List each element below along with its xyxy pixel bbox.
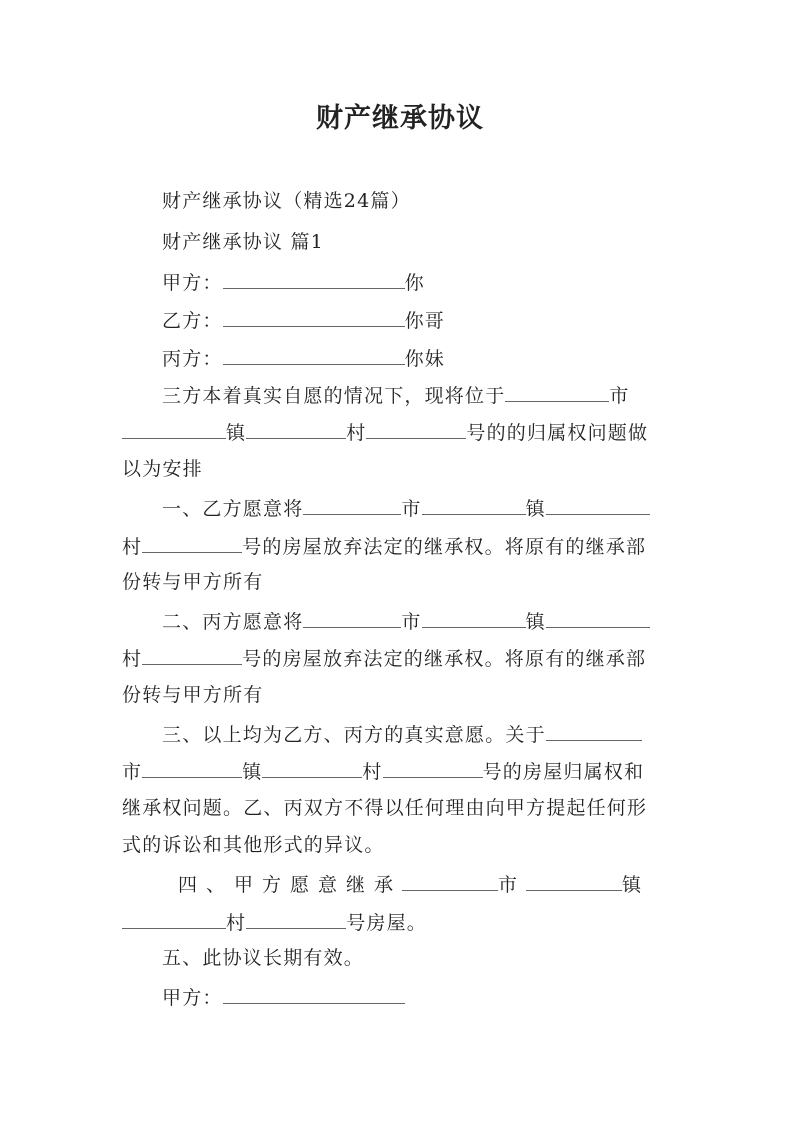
party-label: 丙方： [162, 348, 223, 370]
blank-line [223, 344, 405, 365]
section-heading: 财产继承协议 篇1 [162, 231, 324, 253]
clause-text: 三、以上均为乙方、丙方的真实意愿。关于 [162, 724, 546, 746]
city-label: 市 [401, 498, 422, 520]
blank-line [246, 418, 346, 439]
town-label: 镇 [226, 422, 247, 444]
clause-text: 一、乙方愿意将 [162, 498, 304, 520]
blank-line [546, 494, 650, 515]
party-name: 你哥 [404, 310, 446, 332]
blank-line [246, 908, 346, 929]
blank-line [122, 908, 226, 929]
signature-line [162, 983, 722, 1011]
town-label: 镇 [242, 761, 263, 783]
blank-line [366, 418, 466, 439]
party-name: 你 [404, 272, 425, 294]
blank-line [402, 870, 498, 891]
blank-line [526, 870, 622, 891]
blank-line [303, 494, 401, 515]
clause-3-line-2 [122, 757, 682, 785]
intro-text: 三方本着真实自愿的情况下，现将位于 [162, 385, 506, 407]
blank-line [422, 607, 526, 628]
clause-1-line-1 [162, 494, 722, 522]
blank-line [303, 607, 401, 628]
blank-line [422, 494, 526, 515]
village-label: 村 [226, 912, 247, 934]
city-label: 市 [498, 874, 527, 896]
city-label: 市 [609, 385, 630, 407]
village-label: 村 [346, 422, 367, 444]
blank-line [546, 720, 642, 741]
blank-line [142, 644, 242, 665]
blank-line [383, 757, 483, 778]
clause-3-line-1 [162, 720, 722, 748]
clause-1-line-3: 份转与甲方所有 [122, 571, 264, 593]
city-label: 市 [122, 761, 143, 783]
clause-text: 号房屋。 [346, 912, 428, 934]
blank-line [223, 268, 405, 289]
intro-text: 号的的归属权问题做 [466, 422, 649, 444]
party-label: 乙方： [162, 310, 223, 332]
clause-4-line-1 [178, 870, 738, 898]
intro-line-2 [122, 418, 682, 446]
village-label: 村 [122, 536, 143, 558]
clause-4-line-2 [122, 908, 682, 936]
clause-text: 号的房屋放弃法定的继承权。将原有的继承部 [242, 648, 647, 670]
clause-text: 号的房屋归属权和 [482, 761, 645, 783]
town-label: 镇 [525, 498, 546, 520]
blank-line [142, 532, 242, 553]
clause-2-line-1 [162, 607, 722, 635]
page-title: 财产继承协议 [316, 103, 484, 134]
town-label: 镇 [525, 611, 546, 633]
blank-line [546, 607, 650, 628]
clause-2-line-2 [122, 644, 682, 672]
clause-2-line-3: 份转与甲方所有 [122, 684, 264, 706]
clause-text: 二、丙方愿意将 [162, 611, 304, 633]
signature-label: 甲方： [162, 987, 223, 1009]
city-label: 市 [401, 611, 422, 633]
intro-line-1 [162, 381, 722, 409]
blank-line [505, 381, 609, 402]
party-label: 甲方： [162, 272, 223, 294]
clause-1-line-2 [122, 532, 682, 560]
clause-text: 四、甲方愿意继承 [178, 874, 403, 896]
subtitle: 财产继承协议（精选24篇） [162, 190, 411, 212]
clause-5: 五、此协议长期有效。 [162, 947, 365, 969]
blank-line [142, 757, 242, 778]
blank-line [223, 306, 405, 327]
intro-line-3: 以为安排 [122, 458, 203, 480]
party-name: 你妹 [404, 348, 446, 370]
town-label: 镇 [622, 874, 651, 896]
blank-line [223, 983, 405, 1004]
village-label: 村 [362, 761, 383, 783]
clause-3-line-3: 继承权问题。乙、丙双方不得以任何理由向甲方提起任何形 [122, 797, 648, 819]
party-yi [162, 306, 722, 334]
clause-3-line-4: 式的诉讼和其他形式的异议。 [122, 834, 385, 856]
party-jia [162, 268, 722, 296]
party-bing [162, 344, 722, 372]
village-label: 村 [122, 648, 143, 670]
clause-text: 号的房屋放弃法定的继承权。将原有的继承部 [242, 536, 647, 558]
blank-line [262, 757, 362, 778]
blank-line [122, 418, 226, 439]
